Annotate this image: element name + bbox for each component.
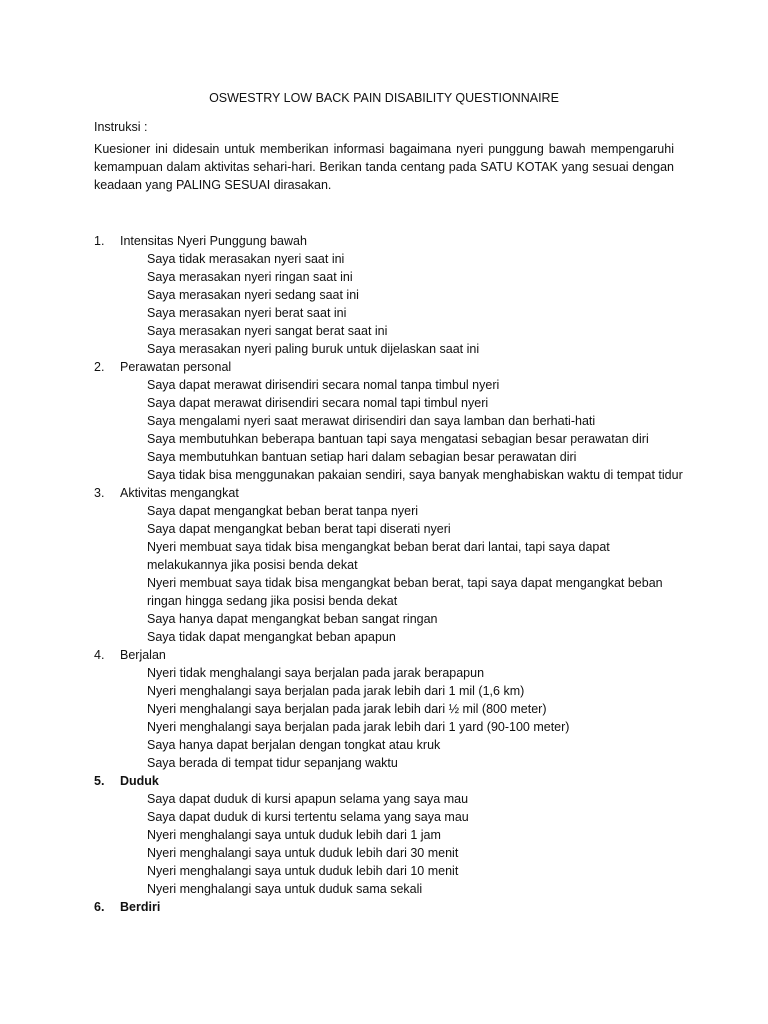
instructions-label: Instruksi : — [94, 120, 148, 134]
question-heading — [94, 358, 684, 376]
checkbox-icon[interactable] — [123, 502, 147, 520]
answer-option-label: Saya merasakan nyeri paling buruk untuk dijelaskan saat ini — [147, 342, 480, 356]
answer-option-label: Saya hanya dapat berjalan dengan tongkat atau kruk — [147, 738, 441, 752]
checkbox-icon[interactable] — [123, 538, 147, 574]
checkbox-icon[interactable] — [123, 448, 147, 466]
answer-option[interactable] — [123, 538, 684, 574]
answer-option-label: Nyeri menghalangi saya berjalan pada jarak lebih dari 1 yard (90-100 meter) — [147, 720, 570, 734]
checkbox-icon[interactable] — [123, 844, 147, 862]
checkbox-icon[interactable] — [123, 430, 147, 448]
answer-option[interactable] — [123, 574, 684, 610]
answer-option[interactable] — [123, 268, 684, 286]
question-number: 5. — [94, 774, 105, 788]
answer-option[interactable] — [123, 466, 684, 484]
question-title: Intensitas Nyeri Punggung bawah — [120, 234, 307, 248]
answer-option[interactable] — [123, 700, 684, 718]
checkbox-icon[interactable] — [123, 754, 147, 772]
answer-option[interactable] — [123, 808, 684, 826]
checkbox-icon[interactable] — [123, 862, 147, 880]
answer-option-label: Saya dapat duduk di kursi apapun selama yang saya mau — [147, 792, 469, 806]
checkbox-icon[interactable] — [123, 826, 147, 844]
answer-option[interactable] — [123, 754, 684, 772]
checkbox-icon[interactable] — [123, 286, 147, 304]
answer-option[interactable] — [123, 628, 684, 646]
question-item — [94, 232, 684, 358]
answer-option-label: Nyeri membuat saya tidak bisa mengangkat beban berat, tapi saya dapat mengangkat beban ringan hingga sedang jika posisi benda dekat — [147, 576, 663, 608]
answer-option-label: Saya dapat duduk di kursi tertentu selama yang saya mau — [147, 810, 469, 824]
question-number: 4. — [94, 648, 105, 662]
checkbox-icon[interactable] — [123, 610, 147, 628]
question-item — [94, 898, 684, 916]
answer-option-label: Saya dapat merawat dirisendiri secara nomal tanpa timbul nyeri — [147, 378, 500, 392]
question-title: Aktivitas mengangkat — [120, 486, 239, 500]
question-title: Duduk — [120, 774, 159, 788]
answer-option-label: Saya merasakan nyeri sangat berat saat ini — [147, 324, 388, 338]
answer-option[interactable] — [123, 790, 684, 808]
answer-option-label: Nyeri menghalangi saya berjalan pada jarak lebih dari ½ mil (800 meter) — [147, 702, 547, 716]
checkbox-icon[interactable] — [123, 664, 147, 682]
question-heading — [94, 646, 684, 664]
answer-option[interactable] — [123, 448, 684, 466]
question-title: Perawatan personal — [120, 360, 232, 374]
checkbox-icon[interactable] — [123, 250, 147, 268]
checkbox-icon[interactable] — [123, 790, 147, 808]
answer-option[interactable] — [123, 520, 684, 538]
answer-option[interactable] — [123, 718, 684, 736]
answer-option[interactable] — [123, 304, 684, 322]
answer-option-label: Nyeri menghalangi saya untuk duduk lebih dari 10 menit — [147, 864, 459, 878]
checkbox-icon[interactable] — [123, 700, 147, 718]
question-number: 6. — [94, 900, 105, 914]
answer-option[interactable] — [123, 412, 684, 430]
question-item — [94, 772, 684, 898]
answer-option[interactable] — [123, 250, 684, 268]
answer-option[interactable] — [123, 340, 684, 358]
answer-option[interactable] — [123, 430, 684, 448]
checkbox-icon[interactable] — [123, 880, 147, 898]
answer-option-label: Saya tidak bisa menggunakan pakaian sendiri, saya banyak menghabiskan waktu di tempat tidur — [147, 468, 683, 482]
answer-option-label: Saya hanya dapat mengangkat beban sangat ringan — [147, 612, 438, 626]
checkbox-icon[interactable] — [123, 394, 147, 412]
checkbox-icon[interactable] — [123, 304, 147, 322]
question-number: 2. — [94, 360, 105, 374]
answer-option[interactable] — [123, 736, 684, 754]
answer-option[interactable] — [123, 376, 684, 394]
answer-option-label: Saya membutuhkan bantuan setiap hari dalam sebagian besar perawatan diri — [147, 450, 577, 464]
question-number: 1. — [94, 234, 105, 248]
checkbox-icon[interactable] — [123, 376, 147, 394]
answer-option-label: Saya merasakan nyeri berat saat ini — [147, 306, 347, 320]
question-item — [94, 646, 684, 772]
answer-option-label: Nyeri menghalangi saya berjalan pada jarak lebih dari 1 mil (1,6 km) — [147, 684, 525, 698]
answer-option[interactable] — [123, 394, 684, 412]
answer-option-label: Saya merasakan nyeri sedang saat ini — [147, 288, 359, 302]
answer-option[interactable] — [123, 844, 684, 862]
answer-option[interactable] — [123, 322, 684, 340]
answer-option[interactable] — [123, 502, 684, 520]
question-item — [94, 484, 684, 646]
answer-option-label: Saya berada di tempat tidur sepanjang waktu — [147, 756, 398, 770]
answer-option-label: Saya dapat mengangkat beban berat tanpa nyeri — [147, 504, 419, 518]
checkbox-icon[interactable] — [123, 466, 147, 484]
answer-option[interactable] — [123, 862, 684, 880]
answer-option-label: Nyeri tidak menghalangi saya berjalan pada jarak berapapun — [147, 666, 485, 680]
question-heading — [94, 484, 684, 502]
checkbox-icon[interactable] — [123, 520, 147, 538]
answer-option-label: Nyeri menghalangi saya untuk duduk lebih dari 30 menit — [147, 846, 459, 860]
answer-option-label: Saya dapat mengangkat beban berat tapi diserati nyeri — [147, 522, 451, 536]
checkbox-icon[interactable] — [123, 340, 147, 358]
question-list — [94, 232, 684, 916]
page-title: OSWESTRY LOW BACK PAIN DISABILITY QUESTIONNAIRE — [209, 91, 559, 105]
question-heading — [94, 898, 684, 916]
question-heading — [94, 772, 684, 790]
answer-option[interactable] — [123, 610, 684, 628]
answer-option-label: Saya tidak merasakan nyeri saat ini — [147, 252, 345, 266]
answer-option[interactable] — [123, 664, 684, 682]
checkbox-icon[interactable] — [123, 682, 147, 700]
checkbox-icon[interactable] — [123, 718, 147, 736]
checkbox-icon[interactable] — [123, 268, 147, 286]
question-heading — [94, 232, 684, 250]
answer-option-label: Nyeri membuat saya tidak bisa mengangkat beban berat dari lantai, tapi saya dapat melakukannya jika posisi benda dekat — [147, 540, 610, 572]
answer-option-label: Saya dapat merawat dirisendiri secara nomal tapi timbul nyeri — [147, 396, 489, 410]
question-item — [94, 358, 684, 484]
checkbox-icon[interactable] — [123, 808, 147, 826]
question-title: Berjalan — [120, 648, 166, 662]
answer-option[interactable] — [123, 826, 684, 844]
instructions-text: Kuesioner ini didesain untuk memberikan informasi bagaimana nyeri punggung bawah mempengaruhi kemampuan dalam aktivitas sehari-hari. Berikan tanda centang pada SATU KOTAK yang sesuai dengan keadaan yang PALING SESUAI dirasakan. — [94, 142, 674, 192]
answer-option-label: Nyeri menghalangi saya untuk duduk sama sekali — [147, 882, 423, 896]
answer-option-label: Saya merasakan nyeri ringan saat ini — [147, 270, 353, 284]
answer-option[interactable] — [123, 286, 684, 304]
question-title: Berdiri — [120, 900, 161, 914]
checkbox-icon[interactable] — [123, 628, 147, 646]
checkbox-icon[interactable] — [123, 412, 147, 430]
checkbox-icon[interactable] — [123, 322, 147, 340]
answer-option-label: Nyeri menghalangi saya untuk duduk lebih dari 1 jam — [147, 828, 441, 842]
answer-option-label: Saya mengalami nyeri saat merawat dirisendiri dan saya lamban dan berhati-hati — [147, 414, 596, 428]
answer-option[interactable] — [123, 880, 684, 898]
checkbox-icon[interactable] — [123, 574, 147, 610]
answer-option-label: Saya tidak dapat mengangkat beban apapun — [147, 630, 396, 644]
checkbox-icon[interactable] — [123, 736, 147, 754]
question-number: 3. — [94, 486, 105, 500]
answer-option[interactable] — [123, 682, 684, 700]
answer-option-label: Saya membutuhkan beberapa bantuan tapi saya mengatasi sebagian besar perawatan diri — [147, 432, 649, 446]
